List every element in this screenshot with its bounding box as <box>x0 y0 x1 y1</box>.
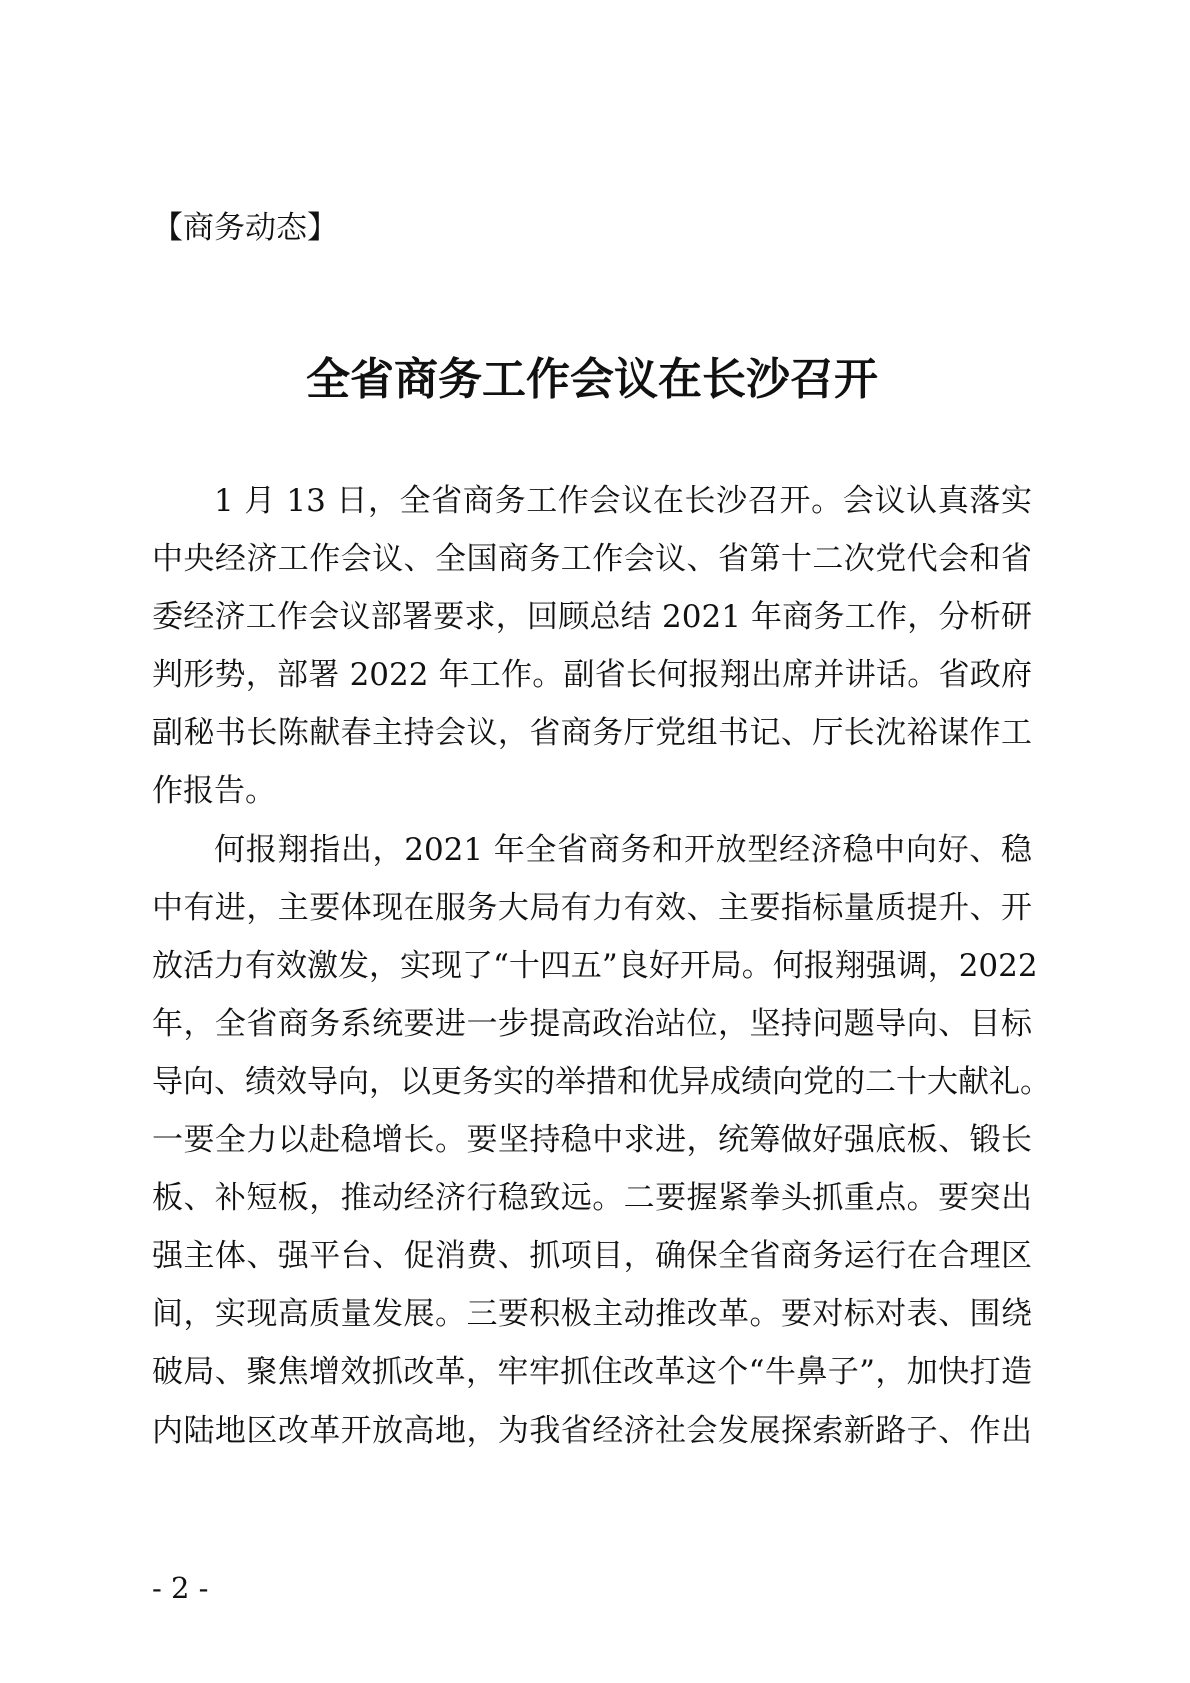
paragraph-1 <box>152 472 1032 821</box>
text-line: 导向、绩效导向，以更务实的举措和优异成绩向党的二十大献礼。 <box>152 1063 1051 1100</box>
article-headline: 全省商务工作会议在长沙召开 <box>306 354 878 405</box>
text-line: 1 月 13 日，全省商务工作会议在长沙召开。会议认真落实 <box>214 483 1032 519</box>
text-line: 中有进，主要体现在服务大局有力有效、主要指标量质提升、开 <box>152 889 1032 926</box>
text-line: 板、补短板，推动经济行稳致远。二要握紧拳头抓重点。要突出 <box>152 1180 1032 1217</box>
page-number: - 2 - <box>152 1571 209 1605</box>
text-line: 判形势，部署 2022 年工作。副省长何报翔出席并讲话。省政府 <box>152 657 1032 694</box>
text-line: 作报告。 <box>152 773 276 810</box>
text-line: 强主体、强平台、促消费、抓项目，确保全省商务运行在合理区 <box>152 1238 1032 1275</box>
text-line: 间，实现高质量发展。三要积极主动推改革。要对标对表、围绕 <box>152 1296 1032 1333</box>
text-line: 何报翔指出，2021 年全省商务和开放型经济稳中向好、稳 <box>214 831 1032 868</box>
text-line: 中央经济工作会议、全国商务工作会议、省第十二次党代会和省 <box>152 541 1032 578</box>
article-body <box>152 472 1051 1460</box>
text-line: 一要全力以赴稳增长。要坚持稳中求进，统筹做好强底板、锻长 <box>152 1122 1032 1159</box>
section-tag: 【商务动态】 <box>152 210 338 246</box>
text-line: 放活力有效激发，实现了“十四五”良好开局。何报翔强调，2022 <box>152 947 1038 984</box>
text-line: 副秘书长陈献春主持会议，省商务厅党组书记、厅长沈裕谋作工 <box>152 715 1032 752</box>
text-line: 委经济工作会议部署要求，回顾总结 2021 年商务工作，分析研 <box>152 599 1032 636</box>
text-line: 年，全省商务系统要进一步提高政治站位，坚持问题导向、目标 <box>152 1005 1032 1042</box>
paragraph-2 <box>152 821 1051 1460</box>
text-line: 破局、聚焦增效抓改革，牢牢抓住改革这个“牛鼻子”，加快打造 <box>152 1354 1032 1391</box>
text-line: 内陆地区改革开放高地，为我省经济社会发展探索新路子、作出 <box>152 1412 1032 1449</box>
